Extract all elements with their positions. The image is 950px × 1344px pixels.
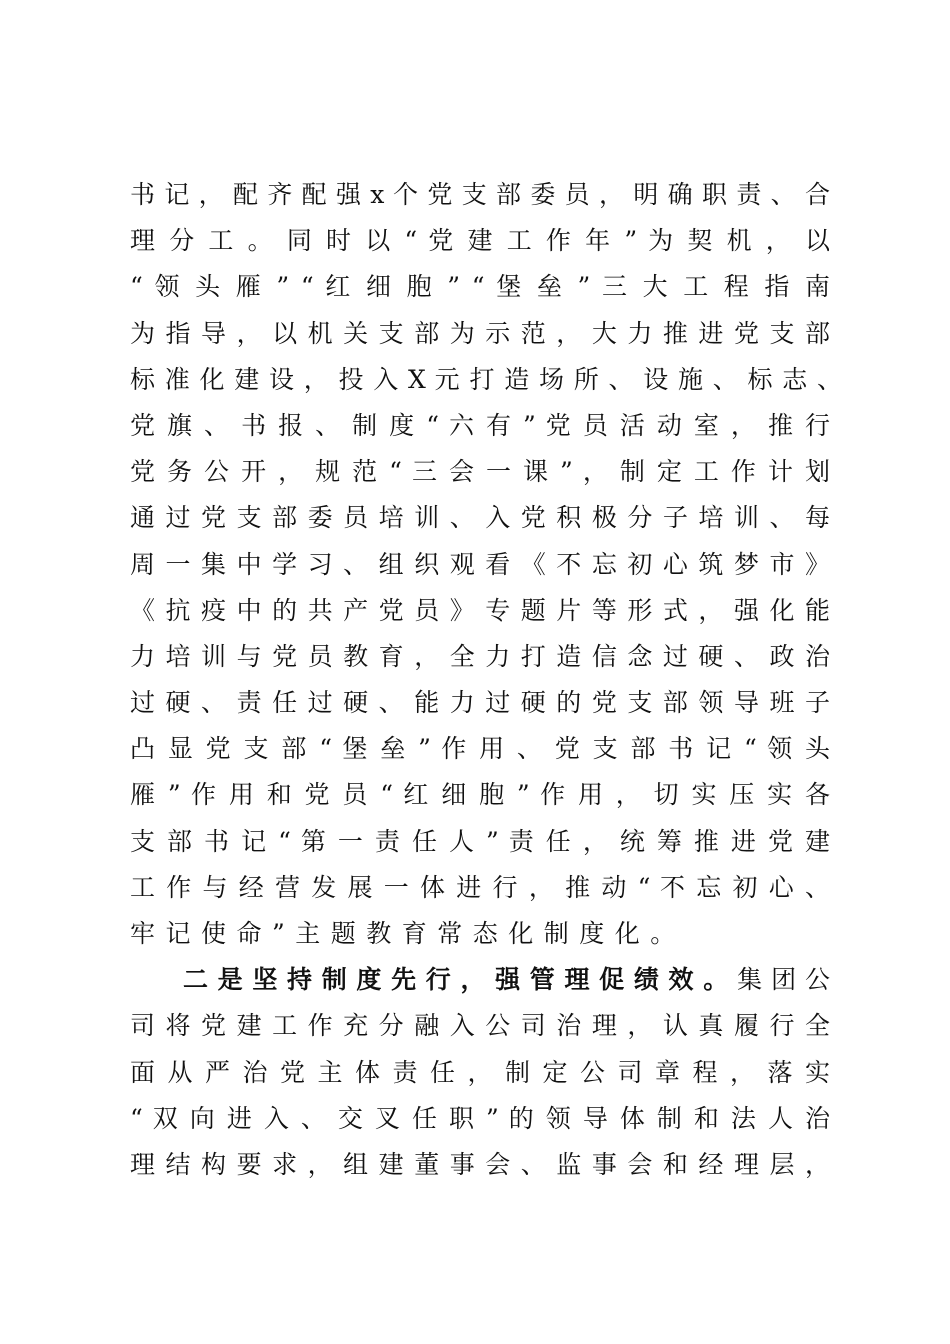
text-line: “ 领 头 雁 ” “ 红 细 胞 ” “ 堡 垒 ” 三 大 工 程 指 南 [130,272,830,302]
heading-continuation: 集 团 公 [737,965,830,995]
text-line: 党 务 公 开 ， 规 范 “ 三 会 一 课 ” ， 制 定 工 作 计 划 [130,457,830,487]
text-line: 《 抗 疫 中 的 共 产 党 员 》 专 题 片 等 形 式 ， 强 化 能 [130,595,830,625]
text-line: “ 双 向 进 入 、 交 叉 任 职 ” 的 领 导 体 制 和 法 人 治 [130,1103,830,1133]
paragraph-heading: 二 是 坚 持 制 度 先 行 ， 强 管 理 促 绩 效 。 [183,965,729,995]
text-line: 理 分 工 。 同 时 以 “ 党 建 工 作 年 ” 为 契 机 ， 以 [130,226,830,256]
text-line: 书 记 ， 配 齐 配 强 x 个 党 支 部 委 员 ， 明 确 职 责 、 合 [130,180,830,209]
text-line: 理 结 构 要 求 ， 组 建 董 事 会 、 监 事 会 和 经 理 层 ， [130,1149,830,1179]
text-line: 过 硬 、 责 任 过 硬 、 能 力 过 硬 的 党 支 部 领 导 班 子 [130,688,830,718]
paragraph-1 [130,172,842,957]
text-line: 牢记使命”主题教育常态化制度化。 [130,919,686,948]
text-line: 工 作 与 经 营 发 展 一 体 进 行 ， 推 动 “ 不 忘 初 心 、 [130,872,830,902]
text-line: 通 过 党 支 部 委 员 培 训 、 入 党 积 极 分 子 培 训 、 每 [130,503,830,533]
text-line: 周 一 集 中 学 习 、 组 织 观 看 《 不 忘 初 心 筑 梦 市 》 [130,549,830,579]
text-line [130,957,830,1003]
text-line: 支 部 书 记 “ 第 一 责 任 人 ” 责 任 ， 统 筹 推 进 党 建 [130,826,830,856]
text-line: 雁 ” 作 用 和 党 员 “ 红 细 胞 ” 作 用 ， 切 实 压 实 各 [130,780,830,810]
text-line: 为 指 导 ， 以 机 关 支 部 为 示 范 ， 大 力 推 进 党 支 部 [130,318,830,348]
paragraph-2 [130,957,830,1188]
text-line: 党 旗 、 书 报 、 制 度 “ 六 有 ” 党 员 活 动 室 ， 推 行 [130,410,830,440]
text-line: 力 培 训 与 党 员 教 育 ， 全 力 打 造 信 念 过 硬 、 政 治 [130,641,830,671]
text-line: 面 从 严 治 党 主 体 责 任 ， 制 定 公 司 章 程 ， 落 实 [130,1057,830,1087]
document-body [130,172,842,1188]
text-line: 凸 显 党 支 部 “ 堡 垒 ” 作 用 、 党 支 部 书 记 “ 领 头 [130,734,830,764]
text-line: 标 准 化 建 设 ， 投 入 X 元 打 造 场 所 、 设 施 、 标 志 、 [130,364,842,394]
text-line: 司 将 党 建 工 作 充 分 融 入 公 司 治 理 ， 认 真 履 行 全 [130,1011,830,1041]
